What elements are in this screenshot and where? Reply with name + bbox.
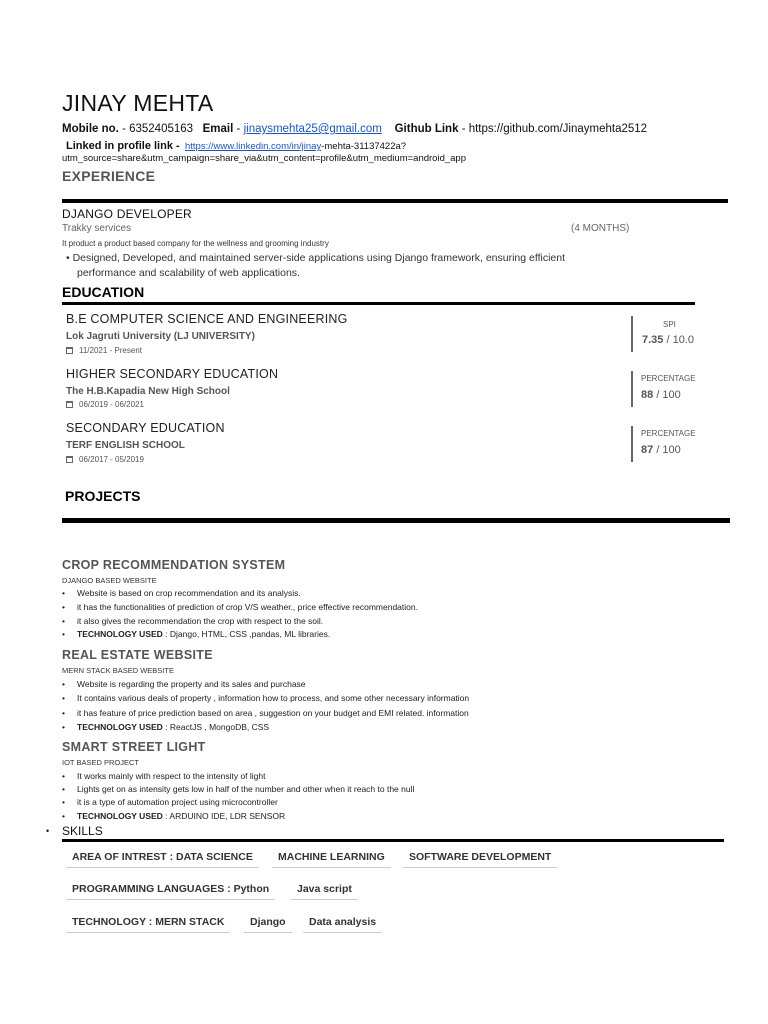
education-heading: EDUCATION [62,284,145,300]
score-max: / 10.0 [666,334,695,346]
skill-tag: TECHNOLOGY : MERN STACK [66,916,230,933]
score-divider [631,316,633,352]
company-name: Trakky services [62,223,132,234]
job-duration: (4 MONTHS) [571,223,630,234]
skill-tag: Django [244,916,292,933]
job-description: It product a product based company for the wellness and grooming industry [62,239,329,248]
education-score [641,444,681,456]
projects-divider [62,518,730,523]
project-bullet-text: it is a type of automation project using microcontroller [77,797,278,807]
project-bullet [62,797,278,807]
project-tech [62,629,331,639]
skill-tag: Data analysis [303,916,382,933]
linkedin-label: Linked in profile link - [66,140,180,152]
bullet-dot: • [62,811,65,821]
project-bullet [62,588,301,598]
project-subtitle: MERN STACK BASED WEBSITE [62,666,174,675]
project-title: REAL ESTATE WEBSITE [62,648,213,662]
education-divider [62,302,695,305]
education-degree: SECONDARY EDUCATION [66,421,225,435]
skill-tag: PROGRAMMING LANGUAGES : Python [66,883,275,900]
skill-tag: SOFTWARE DEVELOPMENT [403,851,557,868]
tech-list: : ARDUINO IDE, LDR SENSOR [165,811,286,821]
score-divider [631,371,633,407]
skills-divider [62,839,724,842]
bullet-dot: • [62,629,65,639]
education-dates-text: 06/2019 - 06/2021 [79,400,144,409]
tech-list: : ReactJS , MongoDB, CSS [165,722,270,732]
project-bullet-text: Website is regarding the property and its sales and purchase [77,679,306,689]
education-dates-text: 11/2021 - Present [79,346,143,355]
education-score [641,389,681,401]
score-label: PERCENTAGE [641,429,696,438]
tech-label: TECHNOLOGY USED [77,629,163,639]
mobile-label: Mobile no. [62,123,119,135]
project-bullet [62,708,469,718]
education-school: Lok Jagruti University (LJ UNIVERSITY) [66,331,255,342]
job-bullet: • Designed, Developed, and maintained server-side applications using Django framework, ensuring efficient [66,252,566,264]
bullet-dot: • [62,708,65,718]
project-bullet [62,693,470,703]
education-degree: HIGHER SECONDARY EDUCATION [66,367,279,381]
education-degree: B.E COMPUTER SCIENCE AND ENGINEERING [66,312,348,326]
job-title: DJANGO DEVELOPER [62,207,192,221]
education-dates-text: 06/2017 - 05/2019 [79,455,144,464]
bullet-dot: • [62,679,65,689]
education-dates [66,455,144,464]
experience-heading: EXPERIENCE [62,168,156,184]
email-separator: - [236,123,241,135]
skill-tag: AREA OF INTREST : DATA SCIENCE [66,851,259,868]
github-label: Github Link [394,123,459,135]
skill-tag: MACHINE LEARNING [272,851,391,868]
skill-tag: Java script [291,883,358,900]
email-link[interactable]: jinaysmehta25@gmail.com [243,123,382,135]
project-bullet-text: It works mainly with respect to the intensity of light [77,771,266,781]
project-bullet [62,784,415,794]
linkedin-url-rest: -mehta-31137422a? [321,141,407,152]
score-value: 87 [641,444,654,456]
projects-heading: PROJECTS [65,488,141,504]
bullet-dot: • [62,784,65,794]
linkedin-query-line: utm_source=share&utm_campaign=share_via&utm_content=profile&utm_medium=android_app [62,153,466,164]
linkedin-line [66,140,406,152]
project-subtitle: IOT BASED PROJECT [62,758,139,767]
bullet-dot: • [62,722,65,732]
project-subtitle: DJANGO BASED WEBSITE [62,576,157,585]
email-label: Email [202,123,234,135]
job-bullet-continued: performance and scalability of web applications. [77,267,300,279]
calendar-icon [66,456,73,463]
tech-label: TECHNOLOGY USED [77,811,163,821]
project-title: SMART STREET LIGHT [62,740,206,754]
project-bullet-text: Website is based on crop recommendation and its analysis. [77,588,301,598]
bullet-dot: • [62,771,65,781]
tech-label: TECHNOLOGY USED [77,722,163,732]
calendar-icon [66,347,73,354]
project-bullet [62,616,324,626]
project-bullet-text: Lights get on as intensity gets low in half of the number and other when it reach to the null [77,784,415,794]
project-tech [62,811,286,821]
score-divider [631,426,633,462]
project-bullet-text: it also gives the recommendation the crop with respect to the soil. [77,616,324,626]
project-bullet-text: it has feature of price prediction based on area , suggestion on your budget and EMI related. information [77,708,469,718]
project-bullet [62,602,418,612]
bullet-dot: • [62,588,65,598]
education-score [642,334,694,346]
score-value: 7.35 [642,334,664,346]
bullet-dot: • [62,616,65,626]
experience-divider [62,199,728,203]
project-tech [62,722,270,732]
project-title: CROP RECOMMENDATION SYSTEM [62,558,286,572]
education-school: The H.B.Kapadia New High School [66,386,230,397]
project-bullet [62,771,266,781]
project-bullet-text: It contains various deals of property , information how to process, and some other necessary information [77,693,470,703]
education-dates [66,400,144,409]
mobile-number: - 6352405163 [122,123,194,135]
bullet-dot: • [62,602,65,612]
score-max: / 100 [656,389,681,401]
github-url: - https://github.com/Jinaymehta2512 [461,123,648,135]
score-max: / 100 [656,444,681,456]
skills-heading: SKILLS [62,824,103,838]
linkedin-link[interactable]: https://www.linkedin.com/in/jinay [184,141,322,152]
project-bullet-text: it has the functionalities of prediction of crop V/S weather., price effective recommendation. [77,602,418,612]
score-label: PERCENTAGE [641,374,696,383]
education-school: TERF ENGLISH SCHOOL [66,440,185,451]
contact-line [62,123,647,135]
tech-list: : Django, HTML, CSS ,pandas, ML libraries. [165,629,331,639]
candidate-name: JINAY MEHTA [62,90,214,116]
score-label: SPI [663,320,676,329]
bullet-dot: • [62,797,65,807]
score-value: 88 [641,389,654,401]
calendar-icon [66,401,73,408]
bullet-dot: • [62,693,65,703]
skills-bullet: • [46,826,50,836]
education-dates [66,346,142,355]
project-bullet [62,679,306,689]
